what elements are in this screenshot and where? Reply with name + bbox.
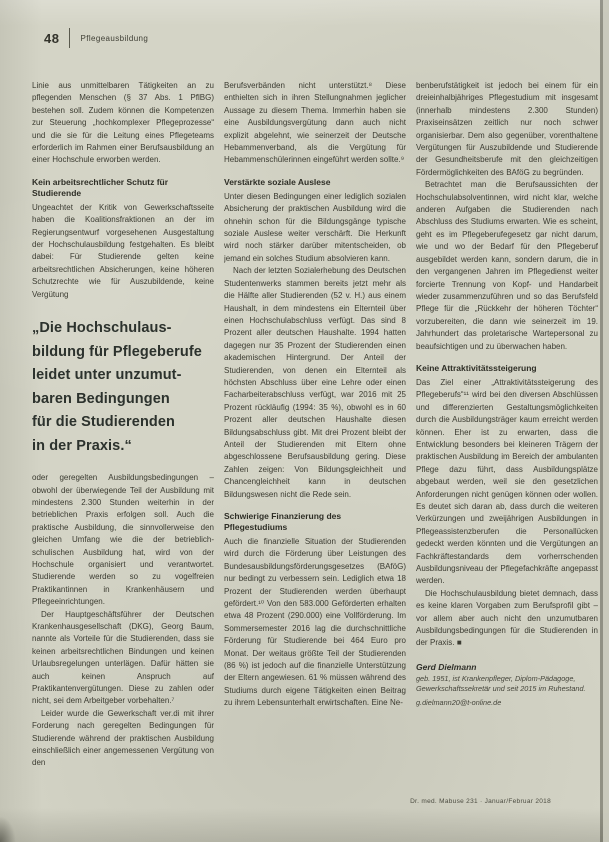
header-divider — [69, 28, 70, 48]
pull-quote-line: für die Studierenden — [32, 414, 175, 431]
body-paragraph: Das Ziel einer „Attraktivitätssteigerung des Pflegeberufs“¹¹ wird bei den diversen Abschlüssen und differenzierten Gestaltungsmöglichkeiten durch die Ausbildungsträger kaum erreicht werden können. Eher ist zu erwarten, dass die Entwicklung besonders bei kleineren Trägern der praktischen Ausbildung im Bereich der ambulanten Pflege dazu führt, dass Ausbildungsplätze abgebaut werden, weil sie den gesetzlichen Anforderungen nicht genügen können oder wollen. Es deutet sich daran ab, dass durch die weiteren Verkürzungen und zweijährigen Ausbildungen in Pflegeassistenzberufen die Personallücken gedeckt werden könnten und die Vergütungen an Fachkräftestandards dem vorherrschenden Ausbildungsniveau der Pflegefachkräfte angepasst werden. — [416, 377, 598, 586]
page-edge-paper — [603, 0, 609, 842]
author-name: Gerd Dielmann — [416, 661, 477, 672]
pull-quote — [32, 317, 214, 458]
body-paragraph: Betrachtet man die Berufsaussichten der Hochschulabsolventinnen, wird nicht klar, welche anderen Aufgaben die Studierenden nach Abschluss des Studiums erwarten. Wie es scheint, geht es im Pflegeberufegesetz gar nicht darum, wie und wo der Bedarf für den Pflegeberuf ausgebildet werden kann, sondern darum, die in den vergangenen Jahren im Pflegedienst weiter forcierte Trennung von Kopf- und Handarbeit wieder zusammenzuführen und so das Berufsfeld Pflege für die „Rückkehr der höheren Töchter“ vorzubereiten, die dann wie seinerzeit im 19. Jahrhundert das proletarische Wartepersonal zu beaufsichtigen und zu überwachen haben. — [416, 180, 598, 351]
scan-corner-smudge — [0, 816, 16, 842]
article-body — [32, 80, 598, 812]
body-paragraph: Leider wurde die Gewerkschaft ver.di mit ihrer Forderung nach geregelten Bedingungen für Studierende während der praktischen Ausbildung einschließlich einer angemessenen Vergütung von den — [32, 708, 214, 768]
column-3 — [416, 80, 598, 812]
pull-quote-line: leidet unter unzumut- — [32, 367, 182, 384]
column-2 — [224, 80, 406, 812]
pull-quote-line: in der Praxis.“ — [32, 437, 132, 454]
author-bio: geb. 1951, ist Krankenpfleger, Diplom-Pädagoge, Gewerkschaftssekretär und seit 2015 im Ruhestand. — [416, 673, 586, 694]
body-paragraph: Linie aus unmittelbaren Tätigkeiten an zu pflegenden Menschen (§ 37 Abs. 1 PflBG) bestehen soll. Zudem können die Kompetenzen zur Steuerung „hochkomplexer Pflegeprozesse“ und die sie für die Leitung eines Pflegeteams erforderlich im Rahmen einer Berufsausbildung an einer Hochschule erworben werden. — [32, 81, 214, 165]
page-edge-shadow — [600, 0, 603, 842]
column-1 — [32, 80, 214, 812]
body-paragraph: Auch die finanzielle Situation der Studierenden wird durch die Förderung über Leistungen des Bundesausbildungsförderungsgesetzes (BAföG) nur bedingt zu verbessern sein. Lediglich etwa 18 Prozent der Studierenden werden überhaupt gefördert.¹⁰ Von den 583.000 Geförderten erhalten etwa 48 Prozent (290.000) eine Vollförderung. Im Sommersemester 2016 lag die durchschnittliche Förderung für Studierende bei 464 Euro pro Monat. Der weitaus größte Teil der Studierenden (86 %) ist jedoch auf die finanzielle Unterstützung der Eltern angewiesen. 61 % müssen während des Studiums durch eigene Tätigkeiten einen Beitrag zu ihrem Lebensunterhalt erwirtschaften. Eine Ne- — [224, 537, 406, 708]
pull-quote-line: baren Bedingungen — [32, 390, 170, 407]
body-paragraph: Die Hochschulausbildung bietet demnach, dass es keine klaren Vorgaben zum Berufsprofil gibt – vor allem aber auch nicht den unzumutbaren Ausbildungsbedingungen für die Studierenden in der Praxis. ■ — [416, 588, 598, 648]
journal-footer: Dr. med. Mabuse 231 · Januar/Februar 2018 — [410, 798, 551, 805]
body-paragraph: Berufsverbänden nicht unterstützt.⁸ Diese enthielten sich in ihren Stellungnahmen jeglicher Aussage zu diesem Thema. Immerhin haben sie eine Ausbildungsvergütung dann auch nicht explizit abgelehnt, wie seinerzeit der Deutsche Hebammenverband, als die Vergütung für Hebammenschülerinnen eingeführt werden sollte.⁹ — [224, 81, 406, 165]
subheading-finanzierung: Schwierige Finanzierung des Pflegestudiums — [224, 511, 342, 532]
subheading-soziale-auslese: Verstärkte soziale Auslese — [224, 176, 331, 187]
body-paragraph: benberufstätigkeit ist jedoch bei einem für ein dreieinhalbjähriges Pflegestudium mit insgesamt (innerhalb mindestens 2.300 Stunden) Praxiseinsätzen zeitlich nur noch schwer organisierbar. Dem also gegenüber, vorenthaltene Vergütungen für Auszubildende und Studierende der Gesundheitsberufe mit den gleichzeitigen Fördermöglichkeiten des BAföG zu begründen. — [416, 81, 598, 177]
body-paragraph: Ungeachtet der Kritik von Gewerkschaftsseite haben die Koalitionsfraktionen an der im Regierungsentwurf vorgesehenen Ausgestaltung der Hochschulausbildung festgehalten. Es bleibt dabei: Für Studierende gelten keine arbeitsrechtlichen Absicherungen, keine höheren Schutzrechte wie für Auszubildende, keine Vergütung — [32, 202, 214, 299]
body-paragraph: Der Hauptgeschäftsführer der Deutschen Krankenhausgesellschaft (DKG), Georg Baum, nannte als Vorteile für die Studierenden, dass sie keinen arbeitsrechtlichen Bindungen und keinen Urlaubsregelungen unterlägen. Dafür hätten sie auch keinen Anspruch auf Praktikantenvergütungen. Diese zu zahlen oder nicht, sei dem Arbeitgeber vorbehalten.⁷ — [32, 609, 214, 706]
pull-quote-line: „Die Hochschulaus- — [32, 320, 172, 337]
body-paragraph: Unter diesen Bedingungen einer lediglich sozialen Absicherung der praktischen Ausbildung wird die ohnehin schon für die Bildungsgänge typische soziale Auslese weiter verschärft. Die Herkunft wird noch stärker darüber mitentscheiden, ob jemand ein solches Studium absolvieren kann. — [224, 191, 406, 263]
author-block — [416, 662, 598, 709]
subheading-attraktivitaet: Keine Attraktivitätssteigerung — [416, 362, 537, 373]
body-paragraph: oder geregelten Ausbildungsbedingungen – obwohl der überwiegende Teil der Ausbildung mit mindestens 2.300 Stunden weiterhin in der betrieblichen Praxis erfolgen soll. Auch die praktische Ausbildung, die sinnvollerweise den gleichen Umfang wie die der betrieblich-schulischen Ausbildung hat, wird von der Hochschule organisiert und verantwortet. Studierende werden so zu vogelfreien Praktikantinnen in Krankenhäusern und Pflegeeinrichtungen. — [32, 473, 214, 607]
body-paragraph: Nach der letzten Sozialerhebung des Deutschen Studentenwerks stammen bereits jetzt mehr als die Hälfte aller Studierenden (52 v. H.) aus einem Haushalt, in dem mindestens ein Elternteil über einen Hochschulabschluss verfügt. Das sind 8 Prozent aller deutschen Haushalte. 1994 hatten dagegen nur 35 Prozent der Studierenden einen akademischen Hintergrund. Der Anteil der Studierenden, von denen ein Elternteil als höchsten Abschluss über eine Lehre oder einen Facharbeiterabschluss verfügt, war 2016 mit 25 Prozent rückläufig (1994: 35 %), obwohl es in 60 Prozent aller deutschen Haushalte diesen Bildungsabschluss gibt. Mit drei Prozent bleibt der Anteil der Studierenden mit Eltern ohne abgeschlossene Berufsausbildung gering. Diese Zahlen zeigen: Von Bildungsgleichheit und Chancengleichheit kann in deutschen Bildungswesen nicht die Rede sein. — [224, 266, 406, 499]
pull-quote-line: bildung für Pflegeberufe — [32, 343, 202, 360]
subheading-arbeitsrecht: Kein arbeitsrechtlicher Schutz für Studierende — [32, 176, 169, 198]
section-label: Pflegeausbildung — [80, 33, 149, 43]
author-email: g.dielmann20@t-online.de — [416, 697, 502, 707]
page-header — [44, 28, 148, 48]
page-number: 48 — [44, 30, 60, 46]
